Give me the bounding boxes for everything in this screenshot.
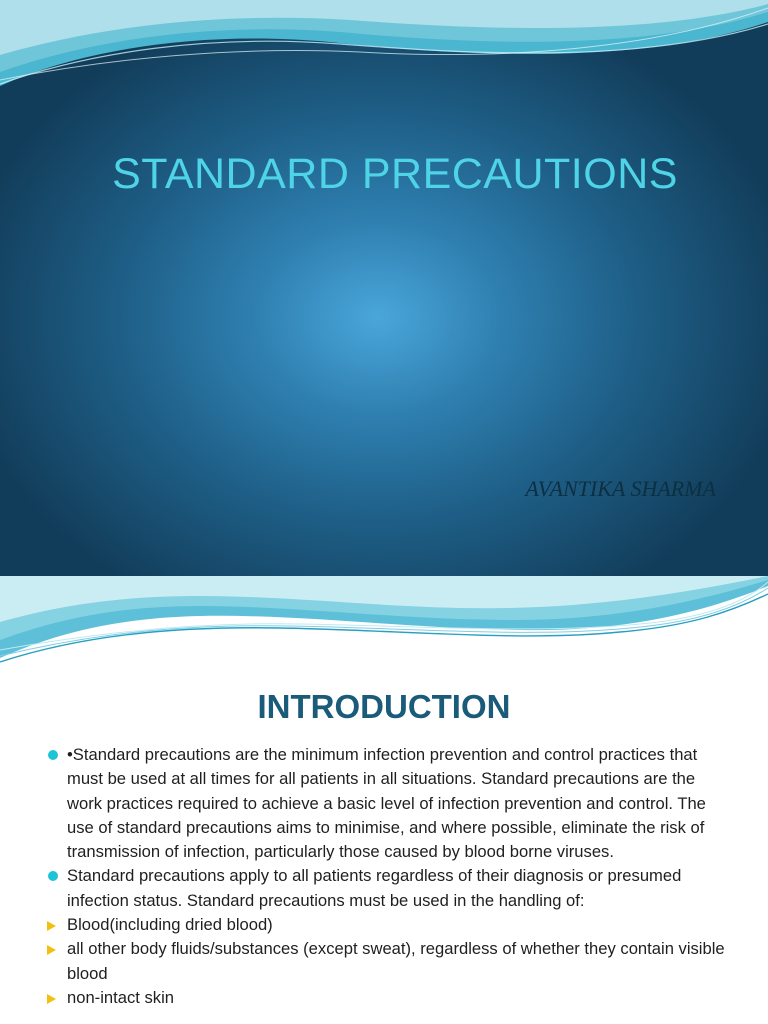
list-item (42, 743, 732, 864)
list-item (42, 986, 732, 1010)
arrow-bullet-icon (47, 921, 56, 931)
intro-title: INTRODUCTION (257, 688, 511, 725)
item-text: non-intact skin (67, 987, 174, 1007)
arrow-bullet-icon (47, 945, 56, 955)
bullet-dot-icon (48, 750, 58, 760)
top-wave-decoration (0, 576, 768, 668)
item-text: all other body fluids/substances (except sweat), regardless of whether they contain visible blood (67, 939, 725, 983)
slide-title: STANDARD PRECAUTIONS (112, 150, 678, 198)
author-name: AVANTIKA SHARMA (525, 476, 716, 501)
item-text: Standard precautions apply to all patients regardless of their diagnosis or presumed infection status. Standard precautions must be used in the handling of: (67, 866, 682, 910)
list-item (42, 913, 732, 937)
item-text: •Standard precautions are the minimum infection prevention and control practices that must be used at all times for all patients in all situations. Standard precautions are the work practices required to achieve a basic level of infection prevention and control. The use of standard precautions aims to minimise, and where possible, eliminate the risk of transmission of infection, particularly those caused by blood borne viruses. (67, 745, 706, 862)
bullet-list (42, 743, 732, 1010)
list-item (42, 937, 732, 986)
bullet-dot-icon (48, 871, 58, 881)
arrow-bullet-icon (47, 994, 56, 1004)
top-wave-decoration (0, 0, 768, 95)
introduction-slide (0, 576, 768, 1024)
list-item (42, 864, 732, 913)
item-text: Blood(including dried blood) (67, 915, 273, 935)
